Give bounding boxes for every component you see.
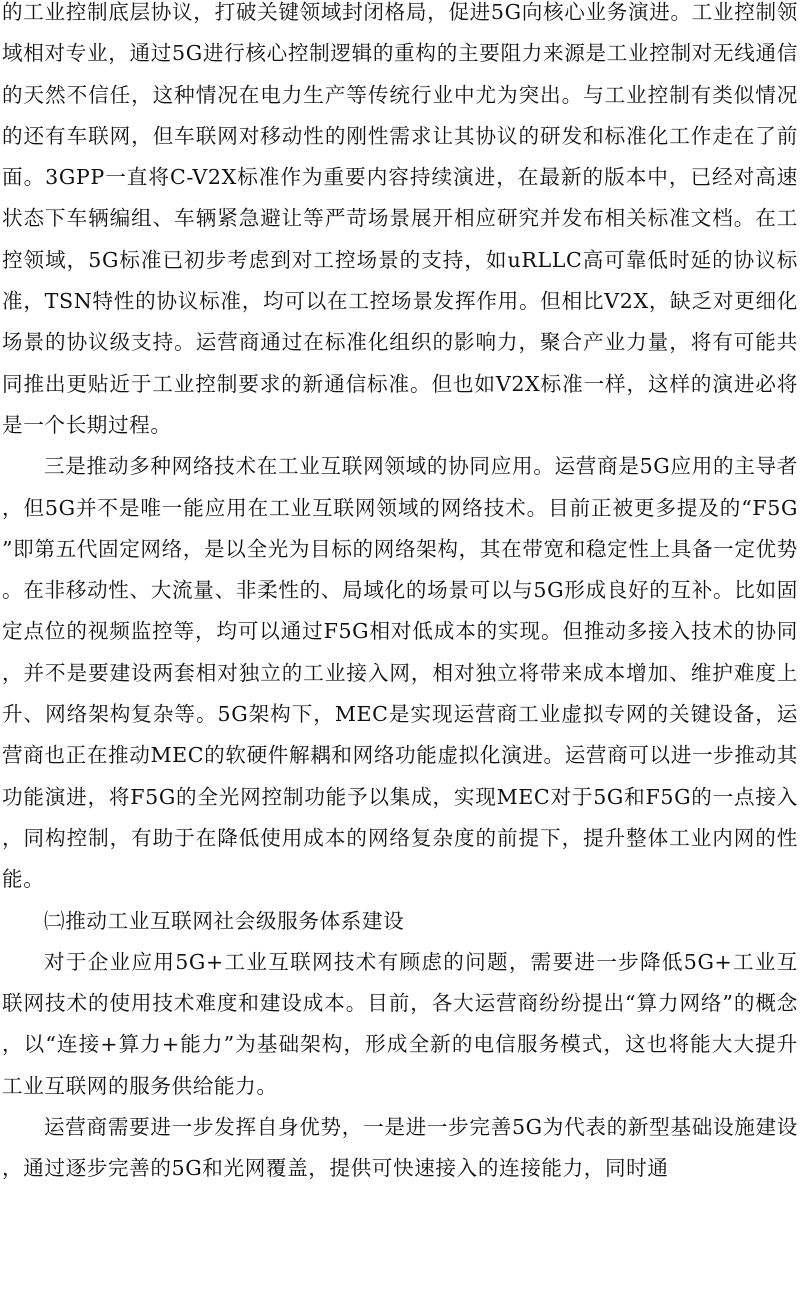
paragraph-computing-network: 对于企业应用5G+工业互联网技术有顾虑的问题，需要进一步降低5G+工业互联网技术的使用技术难度和建设成本。目前，各大运营商纷纷提出“算力网络”的概念，以“连接+算力+能力”为基础架构，形成全新的电信服务模式，这也将能大大提升工业互联网的服务供给能力。: [2, 949, 798, 1098]
paragraph-multi-network-collaboration: 三是推动多种网络技术在工业互联网领域的协同应用。运营商是5G应用的主导者，但5G并不是唯一能应用在工业互联网领域的网络技术。目前正被更多提及的“F5G”即第五代固定网络，是以全光为目标的网络架构，其在带宽和稳定性上具备一定优势。在非移动性、大流量、非柔性的、局域化的场景可以与5G形成良好的互补。比如固定点位的视频监控等，均可以通过F5G相对低成本的实现。但推动多接入技术的协同，并不是要建设两套相对独立的工业接入网，相对独立将带来成本增加、维护难度上升、网络架构复杂等。5G架构下，MEC是实现运营商工业虚拟专网的关键设备，运营商也正在推动MEC的软硬件解耦和网络功能虚拟化演进。运营商可以进一步推动其功能演进，将F5G的全光网控制功能予以集成，实现MEC对于5G和F5G的一点接入，同构控制，有助于在降低使用成本的网络复杂度的前提下，提升整体工业内网的性能。: [2, 454, 798, 892]
paragraph-industrial-control-protocol: 的工业控制底层协议，打破关键领域封闭格局，促进5G向核心业务演进。工业控制领域相对专业，通过5G进行核心控制逻辑的重构的主要阻力来源是工业控制对无线通信的天然不信任，这种情况在电力生产等传统行业中尤为突出。与工业控制有类似情况的还有车联网，但车联网对移动性的刚性需求让其协议的研发和标准化工作走在了前面。3GPP一直将C-V2X标准作为重要内容持续演进，在最新的版本中，已经对高速状态下车辆编组、车辆紧急避让等严苛场景展开相应研究并发布相关标准文档。在工控领域，5G标准已初步考虑到对工控场景的支持，如uRLLC高可靠低时延的协议标准，TSN特性的协议标准，均可以在工控场景发挥作用。但相比V2X，缺乏对更细化场景的协议级支持。运营商通过在标准化组织的影响力，聚合产业力量，将有可能共同推出更贴近于工业控制要求的新通信标准。但也如V2X标准一样，这样的演进必将是一个长期过程。: [2, 0, 798, 437]
paragraph-operator-advantages: 运营商需要进一步发挥自身优势，一是进一步完善5G为代表的新型基础设施建设，通过逐步完善的5G和光网覆盖，提供可快速接入的连接能力，同时通: [2, 1115, 798, 1181]
section-heading: ㈡推动工业互联网社会级服务体系建设: [44, 908, 405, 933]
